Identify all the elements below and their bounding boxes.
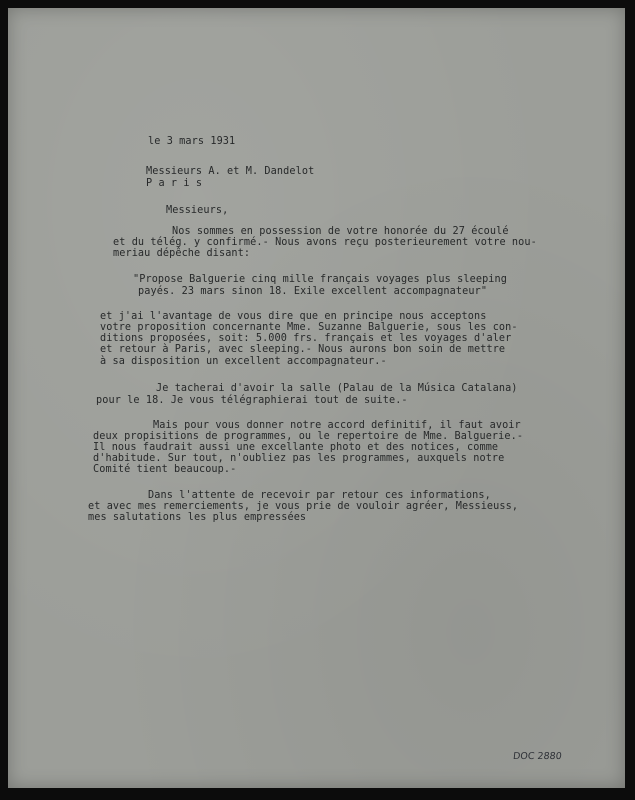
salutation: Messieurs,: [166, 205, 229, 216]
telegram-line-2: payés. 23 mars sinon 18. Exile excellent accompagnateur": [138, 286, 488, 297]
paragraph2-line-2: votre proposition concernante Mme. Suzanne Balguerie, sous les con-: [100, 322, 518, 333]
letter-page: [8, 8, 625, 788]
paragraph3-line-2: pour le 18. Je vous télégraphierai tout de suite.-: [96, 395, 408, 406]
paragraph1-line-1: Nos sommes en possession de votre honorée du 27 écoulé: [172, 226, 509, 237]
paragraph1-line-2: et du télég. y confirmé.- Nous avons reçu posterieurement votre nou-: [113, 237, 537, 248]
doc-reference-stamp: DOC 2880: [512, 751, 563, 762]
paragraph5-line-3: mes salutations les plus empressées: [88, 512, 307, 523]
paragraph4-line-2: deux propisitions de programmes, ou le repertoire de Mme. Balguerie.-: [93, 431, 524, 442]
paragraph5-line-1: Dans l'attente de recevoir par retour ces informations,: [148, 490, 491, 501]
paragraph3-line-1: Je tacherai d'avoir la salle (Palau de la Música Catalana): [156, 383, 518, 394]
paragraph2-line-5: à sa disposition un excellent accompagnateur.-: [100, 356, 387, 367]
paragraph4-line-5: Comité tient beaucoup.-: [93, 464, 237, 475]
paragraph2-line-1: et j'ai l'avantage de vous dire que en principe nous acceptons: [100, 311, 487, 322]
paragraph4-line-3: Il nous faudrait aussi une excellante photo et des notices, comme: [93, 442, 499, 453]
recipient-line-1: Messieurs A. et M. Dandelot: [146, 166, 315, 177]
paragraph2-line-3: ditions proposées, soit: 5.000 frs. français et les voyages d'aler: [100, 333, 512, 344]
telegram-line-1: "Propose Balguerie cinq mille français voyages plus sleeping: [133, 274, 508, 285]
paragraph4-line-1: Mais pour vous donner notre accord definitif, il faut avoir: [153, 420, 521, 431]
paragraph2-line-4: et retour à Paris, avec sleeping.- Nous aurons bon soin de mettre: [100, 344, 506, 355]
letter-date: le 3 mars 1931: [148, 136, 236, 147]
recipient-line-2: P a r i s: [146, 178, 203, 189]
paragraph1-line-3: meriau dépêche disant:: [113, 248, 251, 259]
paragraph5-line-2: et avec mes remerciements, je vous prie de vouloir agréer, Messieuss,: [88, 501, 519, 512]
paragraph4-line-4: d'habitude. Sur tout, n'oubliez pas les programmes, auxquels notre: [93, 453, 505, 464]
